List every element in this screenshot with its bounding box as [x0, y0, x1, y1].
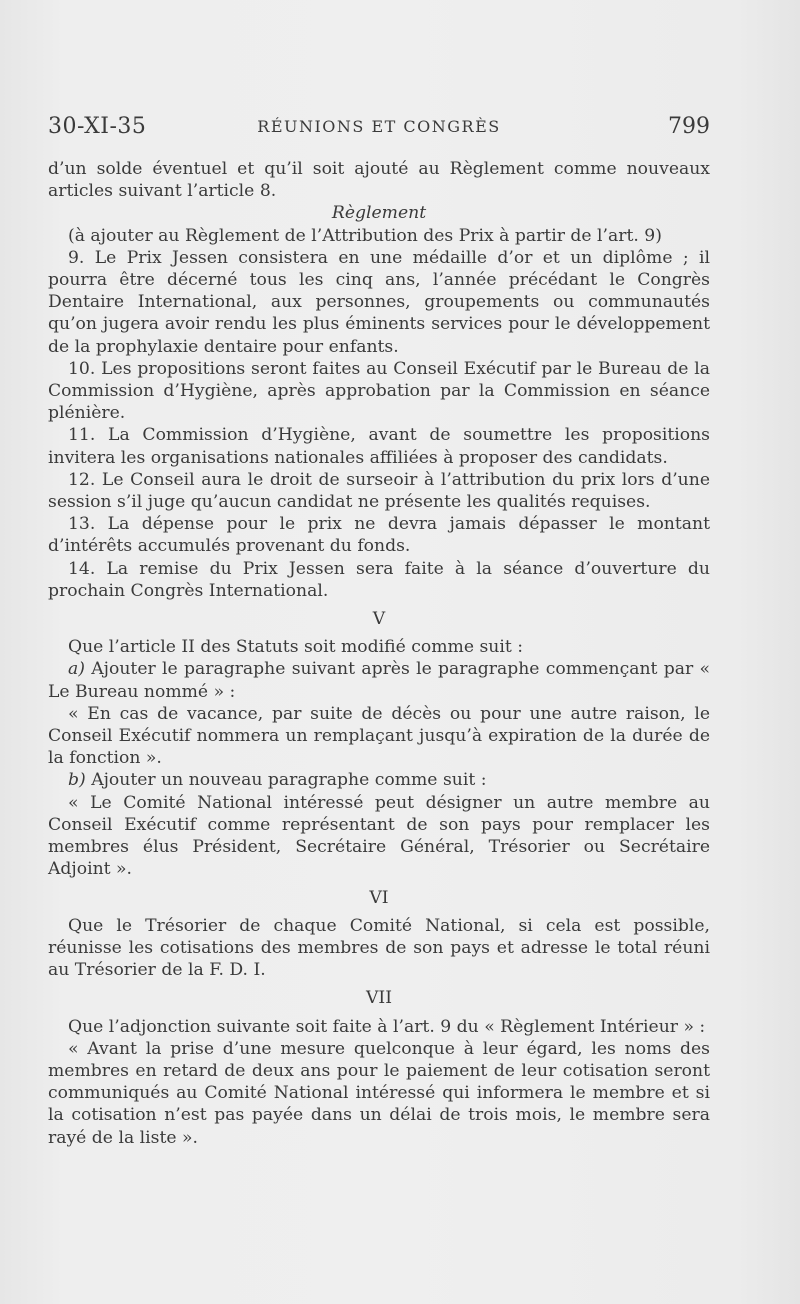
body-text [48, 158, 710, 1149]
article-14: 14. La remise du Prix Jessen sera faite à la séance d’ouverture du prochain Congrès International. [48, 558, 710, 601]
article-10: 10. Les propositions seront faites au Conseil Exécutif par le Bureau de la Commission d’Hygiène, après approbation par la Commission en séance plénière. [48, 358, 710, 424]
list-marker-b: b) [68, 770, 86, 791]
paragraph-v-intro: Que l’article II des Statuts soit modifié comme suit : [68, 637, 524, 658]
list-marker-a: a) [68, 659, 85, 680]
article-11: 11. La Commission d’Hygiène, avant de soumettre les propositions invitera les organisations nationales affiliées à proposer des candidats. [48, 425, 710, 468]
list-item-a-text: Ajouter le paragraphe suivant après le paragraphe commençant par « Le Bureau nommé » : [48, 659, 710, 702]
article-12: 12. Le Conseil aura le droit de surseoir à l’attribution du prix lors d’une session s’il juge qu’aucun candidat ne présente les qualités requises. [48, 469, 710, 513]
paragraph-vii-intro: Que l’adjonction suivante soit faite à l’art. 9 du « Règlement Intérieur » : [68, 1016, 706, 1037]
section-heading-vi: VI [369, 887, 389, 908]
section-heading-vii: VII [366, 988, 392, 1009]
paragraph-vi: Que le Trésorier de chaque Comité National, si cela est possible, réunisse les cotisations des membres de son pays et adresse le total réuni au Trésorier de la F. D. I. [48, 915, 710, 981]
quote-b: « Le Comité National intéressé peut désigner un autre membre au Conseil Exécutif comme représentant de son pays pour remplacer les membres élus Président, Secrétaire Général, Trésorier ou Secrétaire Adjoint ». [48, 792, 710, 880]
article-13: 13. La dépense pour le prix ne devra jamais dépasser le montant d’intérêts accumulés provenant du fonds. [48, 514, 710, 557]
list-item-a [48, 658, 710, 702]
paragraph-note: (à ajouter au Règlement de l’Attribution des Prix à partir de l’art. 9) [68, 225, 662, 246]
article-9: 9. Le Prix Jessen consistera en une médaille d’or et un diplôme ; il pourra être décerné tous les cinq ans, l’année précédant le Congrès Dentaire International, aux personnes, groupements ou communautés qu’on jugera avoir rendu les plus éminents services pour le développement de la prophylaxie dentaire pour enfants. [48, 247, 710, 357]
running-header [48, 114, 710, 144]
page-number: 799 [668, 114, 710, 139]
section-heading-reglement: Règlement [331, 203, 427, 224]
header-date: 30-XI-35 [48, 114, 147, 139]
quote-a: « En cas de vacance, par suite de décès ou pour une autre raison, le Conseil Exécutif nommera un remplaçant jusqu’à expiration de la durée de la fonction ». [48, 703, 710, 769]
header-title: RÉUNIONS ET CONGRÈS [257, 117, 501, 136]
list-item-b-text: Ajouter un nouveau paragraphe comme suit : [91, 770, 487, 791]
section-heading-v: V [372, 609, 386, 630]
list-item-b [48, 769, 710, 791]
paragraph-continuation: d’un solde éventuel et qu’il soit ajouté au Règlement comme nouveaux articles suivant l’article 8. [48, 159, 710, 202]
quote-vii: « Avant la prise d’une mesure quelconque à leur égard, les noms des membres en retard de deux ans pour le paiement de leur cotisation seront communiqués au Comité National intéressé qui informera le membre et si la cotisation n’est pas payée dans un délai de trois mois, le membre sera rayé de la liste ». [48, 1038, 710, 1148]
